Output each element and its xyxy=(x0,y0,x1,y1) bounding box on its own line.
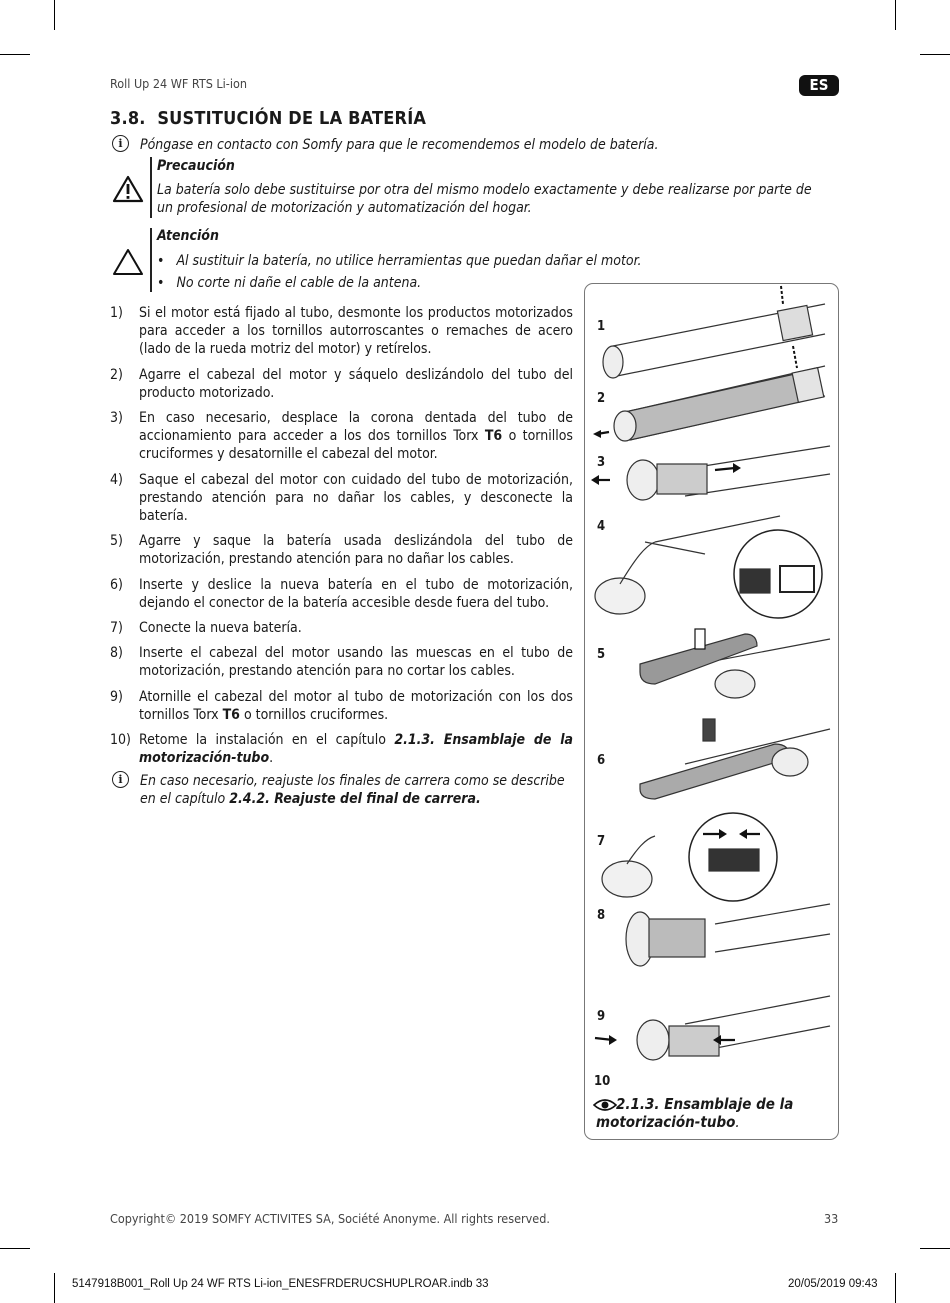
step-item: 6) Inserte y deslice la nueva batería en el tubo de motorización, dejando el conector de la batería accesible desde fuera del tubo. xyxy=(110,576,573,611)
info-note: Póngase en contacto con Somfy para que le recomendemos el modelo de batería. xyxy=(140,137,659,153)
caution-text: La batería solo debe sustituirse por otra del mismo modelo exactamente y debe realizarse por parte de un profesional de motorización y automatización del hogar. xyxy=(157,182,812,216)
figure-label: 8 xyxy=(597,908,606,923)
info-icon: i xyxy=(112,771,129,788)
warning-icon xyxy=(112,175,144,203)
figure-label: 10 xyxy=(594,1074,611,1089)
crop-mark xyxy=(0,1248,30,1249)
step-item: 7) Conecte la nueva batería. xyxy=(110,620,302,637)
section-number: 3.8. xyxy=(110,108,146,129)
header-product-name: Roll Up 24 WF RTS Li-ion xyxy=(110,76,247,91)
page-number: 33 xyxy=(824,1211,839,1226)
figure-label: 5 xyxy=(597,647,606,662)
crop-mark xyxy=(895,1273,896,1303)
crop-mark xyxy=(54,1273,55,1303)
print-slug-date: 20/05/2019 09:43 xyxy=(788,1278,878,1290)
footer-copyright: Copyright© 2019 SOMFY ACTIVITES SA, Société Anonyme. All rights reserved. xyxy=(110,1211,550,1226)
crop-mark xyxy=(920,1248,950,1249)
crop-mark xyxy=(54,0,55,30)
attention-icon xyxy=(112,248,144,276)
section-title xyxy=(110,108,426,129)
language-badge: ES xyxy=(799,75,839,96)
step-item: 2) Agarre el cabezal del motor y sáquelo deslizándolo del tubo del producto motorizado. xyxy=(110,366,573,401)
figure-label: 2 xyxy=(597,391,606,406)
figure-panel xyxy=(584,283,839,1140)
attention-bullet: • No corte ni dañe el cable de la antena. xyxy=(157,275,422,291)
step-item: 10) Retome la instalación en el capítulo 2.1.3. Ensamblaje de la motorización-tubo. xyxy=(110,732,573,767)
print-slug-file: 5147918B001_Roll Up 24 WF RTS Li-ion_ENESFRDERUCSHUPLROAR.indb 33 xyxy=(72,1278,489,1290)
figure-label: 7 xyxy=(597,834,606,849)
caution-bar xyxy=(150,157,152,218)
battery-replacement-illustration xyxy=(585,284,838,1094)
step-item: 1) Si el motor está fijado al tubo, desmonte los productos motorizados para acceder a los tornillos autorroscantes o remaches de acero (lado de la rueda motriz del motor) y retírelos. xyxy=(110,305,573,358)
attention-heading: Atención xyxy=(157,228,219,244)
attention-bar xyxy=(150,228,152,292)
step-item: 3) En caso necesario, desplace la corona dentada del tubo de accionamiento para acceder a los dos tornillos Torx T6 o tornillos cruciformes y desatornille el cabezal del motor. xyxy=(110,410,573,463)
figure-reference: 2.1.3. Ensamblaje de la motorización-tubo. xyxy=(596,1095,794,1131)
crop-mark xyxy=(0,54,30,55)
step-item: 5) Agarre y saque la batería usada deslizándola del tubo de motorización, prestando atención para no dañar los cables. xyxy=(110,533,573,568)
step-item: 8) Inserte el cabezal del motor usando las muescas en el tubo de motorización, prestando atención para no cortar los cables. xyxy=(110,645,573,680)
final-note: En caso necesario, reajuste los finales de carrera como se describe en el capítulo 2.4.2. Reajuste del final de carrera. xyxy=(140,773,565,807)
figure-label: 3 xyxy=(597,455,606,470)
step-item: 9) Atornille el cabezal del motor al tubo de motorización con los dos tornillos Torx T6 o tornillos cruciformes. xyxy=(110,688,573,723)
figure-label: 1 xyxy=(597,319,606,334)
steps-list xyxy=(110,304,573,774)
info-icon: i xyxy=(112,135,129,152)
attention-bullet: • Al sustituir la batería, no utilice herramientas que puedan dañar el motor. xyxy=(157,253,642,269)
figure-label: 6 xyxy=(597,753,606,768)
figure-label: 9 xyxy=(597,1009,606,1024)
step-item: 4) Saque el cabezal del motor con cuidado del tubo de motorización, prestando atención para no dañar los cables, y desconecte la batería. xyxy=(110,471,573,525)
crop-mark xyxy=(920,54,950,55)
section-title-text: SUSTITUCIÓN DE LA BATERÍA xyxy=(157,108,427,129)
caution-heading: Precaución xyxy=(157,158,235,174)
crop-mark xyxy=(895,0,896,30)
figure-label: 4 xyxy=(597,519,606,534)
